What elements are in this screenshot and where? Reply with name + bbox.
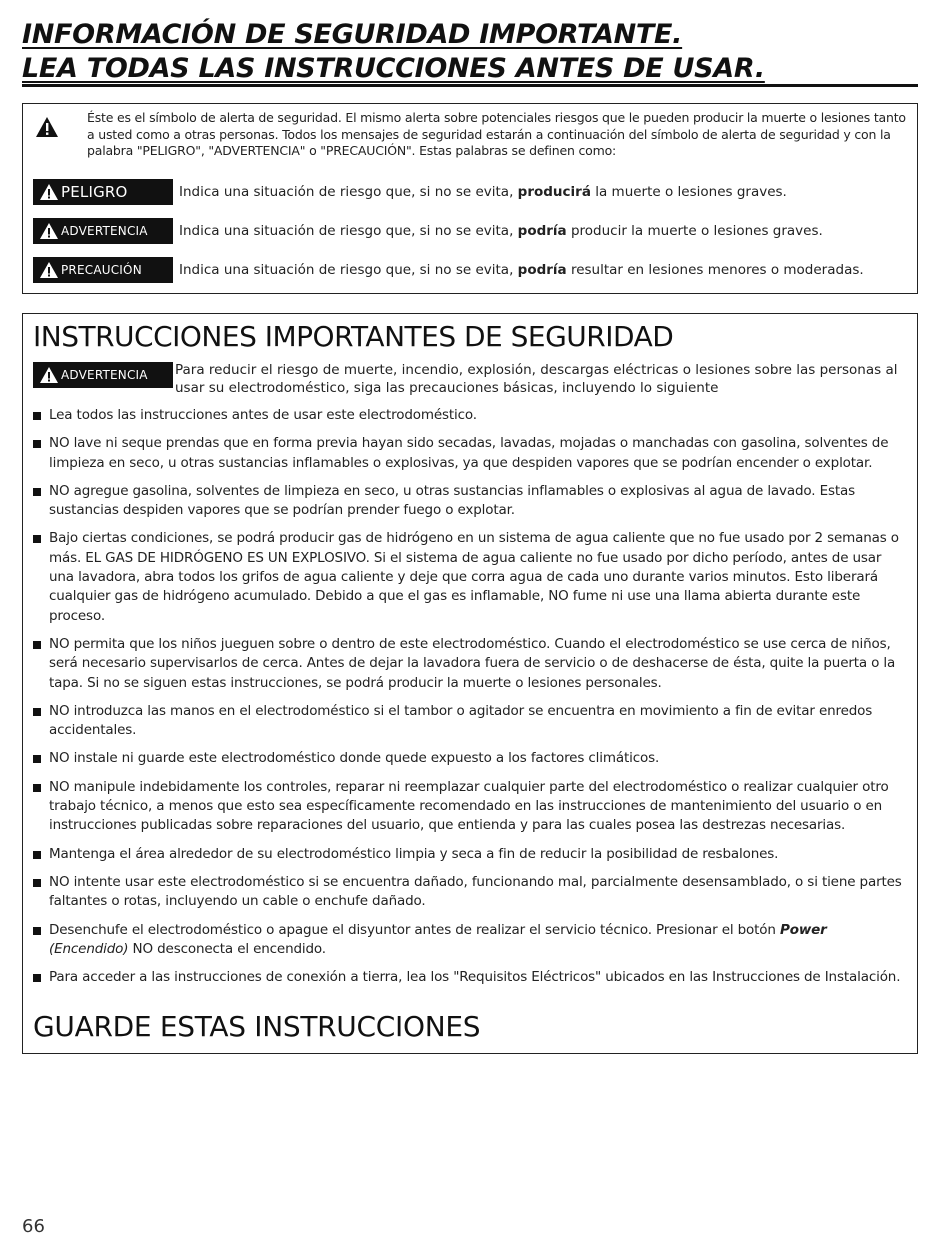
warning-triangle-icon — [39, 366, 59, 384]
list-item-text: NO instale ni guarde este electrodoméstico donde quede expuesto a los factores climáticos. — [49, 750, 660, 767]
list-item — [33, 968, 905, 987]
list-item — [33, 749, 905, 768]
square-bullet-icon — [33, 641, 41, 649]
list-item-text: Para acceder a las instrucciones de conexión a tierra, lea los "Requisitos Eléctricos" ubicados en las Instrucciones de Instalación. — [49, 969, 901, 986]
badge-label: PELIGRO — [61, 183, 128, 201]
definition-text: Indica una situación de riesgo que, si no se evita, — [179, 184, 518, 200]
section-title: INSTRUCCIONES IMPORTANTES DE SEGURIDAD — [33, 320, 674, 353]
page-number: 66 — [22, 1216, 45, 1237]
page-title-line-1: INFORMACIÓN DE SEGURIDAD IMPORTANTE. — [22, 19, 683, 50]
power-button-name: Power — [779, 921, 827, 938]
badge-label: ADVERTENCIA — [61, 224, 148, 238]
warning-text: Para reducir el riesgo de muerte, incendio, explosión, descargas eléctricas o lesiones sobre las personas al usar su electrodoméstico, siga las precauciones básicas, incluyendo lo siguiente — [175, 362, 898, 396]
list-item — [33, 778, 905, 836]
square-bullet-icon — [33, 708, 41, 716]
square-bullet-icon — [33, 851, 41, 859]
list-item — [33, 873, 905, 912]
badge-label: PRECAUCIÓN — [61, 263, 142, 277]
square-bullet-icon — [33, 784, 41, 792]
list-item-text: NO agregue gasolina, solventes de limpieza en seco, u otras sustancias inflamables o explosivas al agua de lavado. Estas sustancias despiden vapores que se podrían prender fuego o explotar. — [49, 482, 856, 519]
badge-label: ADVERTENCIA — [61, 368, 148, 382]
list-item — [33, 921, 905, 960]
list-item-text: Mantenga el área alrededor de su electrodoméstico limpia y seca a fin de reducir la posibilidad de resbalones. — [49, 845, 779, 862]
square-bullet-icon — [33, 755, 41, 763]
square-bullet-icon — [33, 535, 41, 543]
list-item — [33, 845, 905, 864]
signal-definition — [179, 261, 909, 279]
definition-text: resultar en lesiones menores o moderadas. — [566, 262, 864, 278]
list-item-text: NO permita que los niños jueguen sobre o dentro de este electrodoméstico. Cuando el electrodoméstico se use cerca de niños, será necesario supervisarlos de cerca. Antes de dejar la lavadora fuera de servicio o de deshacerse de ésta, quite la puerta o la tapa. Si no se siguen estas instrucciones, se podrá producir la muerte o lesiones personales. — [49, 635, 896, 691]
power-button-translation: (Encendido) — [49, 940, 129, 957]
alert-intro-text: Éste es el símbolo de alerta de seguridad. El mismo alerta sobre potenciales riesgos que le pueden producir la muerte o lesiones tanto a usted como a otras personas. Todos los mensajes de seguridad estarán a continuación del símbolo de alerta de seguridad y con la palabra "PELIGRO", "ADVERTENCIA" o "PRECAUCIÓN". Estas palabras se definen como: — [87, 110, 906, 158]
square-bullet-icon — [33, 927, 41, 935]
list-item-text: Desenchufe el electrodoméstico o apague el disyuntor antes de realizar el servicio técnico. Presionar el botón — [49, 921, 780, 938]
definition-text: producir la muerte o lesiones graves. — [566, 223, 823, 239]
precaucion-badge — [33, 257, 173, 283]
list-item-text: NO manipule indebidamente los controles, reparar ni reemplazar cualquier parte del electrodoméstico o realizar cualquier otro trabajo técnico, a menos que esto sea específicamente recomendado en las instrucciones de mantenimiento del usuario o en instrucciones publicadas sobre reparaciones del usuario, que entienda y para las cuales posea las destrezas necesarias. — [49, 778, 889, 834]
warning-triangle-icon — [39, 261, 59, 279]
definition-emphasis: podría — [517, 223, 567, 239]
square-bullet-icon — [33, 879, 41, 887]
warning-triangle-icon — [39, 183, 59, 201]
save-instructions-title: GUARDE ESTAS INSTRUCCIONES — [33, 1010, 481, 1043]
list-item — [33, 702, 905, 741]
signal-advertencia — [33, 218, 909, 244]
definition-text: Indica una situación de riesgo que, si no se evita, — [179, 223, 518, 239]
safety-instructions-box — [22, 313, 918, 1054]
square-bullet-icon — [33, 974, 41, 982]
page-title-line-2: LEA TODAS LAS INSTRUCCIONES ANTES DE USAR. — [22, 53, 765, 84]
list-item-text: NO lave ni seque prendas que en forma previa hayan sido secadas, lavadas, mojadas o manchadas con gasolina, solventes de limpieza en seco, u otras sustancias inflamables o explosivas, ya que despiden vapores que se podrían encender o explotar. — [49, 435, 889, 471]
warning-triangle-icon — [39, 222, 59, 240]
safety-alert-box — [22, 103, 918, 294]
advertencia-badge — [33, 218, 173, 244]
list-item — [33, 434, 905, 473]
instruction-list — [33, 406, 905, 996]
list-item-text: NO introduzca las manos en el electrodoméstico si el tambor o agitador se encuentra en movimiento a fin de evitar enredos accidentales. — [49, 702, 873, 739]
definition-text: Indica una situación de riesgo que, si no se evita, — [179, 262, 518, 278]
list-item-text: NO desconecta el encendido. — [128, 940, 326, 957]
list-item — [33, 406, 905, 425]
definition-text: la muerte o lesiones graves. — [590, 184, 787, 200]
square-bullet-icon — [33, 488, 41, 496]
list-item — [33, 529, 905, 625]
definition-emphasis: producirá — [517, 184, 591, 200]
signal-precaucion — [33, 257, 909, 283]
square-bullet-icon — [33, 440, 41, 448]
list-item — [33, 482, 905, 521]
title-divider — [22, 84, 918, 87]
signal-definition — [179, 183, 909, 201]
square-bullet-icon — [33, 412, 41, 420]
advertencia-badge — [33, 362, 173, 388]
list-item-text: NO intente usar este electrodoméstico si se encuentra dañado, funcionando mal, parcialmente desensamblado, o si tiene partes faltantes o rotas, incluyendo un cable o enchufe dañado. — [49, 873, 902, 910]
list-item-text: Lea todos las instrucciones antes de usar este electrodoméstico. — [49, 407, 477, 423]
peligro-badge — [33, 179, 173, 205]
list-item — [33, 635, 905, 693]
warning-triangle-icon — [35, 116, 59, 138]
list-item-text: Bajo ciertas condiciones, se podrá producir gas de hidrógeno en un sistema de agua caliente que no fue usado por 2 semanas o más. EL GAS DE HIDRÓGENO ES UN EXPLOSIVO. Si el sistema de agua caliente no fue usado por dicho período, antes de usar una lavadora, abra todos los grifos de agua caliente y deje que corra agua de cada uno durante varios minutos. Esto liberará cualquier gas de hidrógeno acumulado. Debido a que el gas es inflamable, NO fume ni use una llama abierta durante este proceso. — [49, 530, 899, 624]
definition-emphasis: podría — [517, 262, 567, 278]
signal-peligro — [33, 179, 909, 205]
signal-definition — [179, 222, 909, 240]
page-title — [22, 18, 922, 86]
